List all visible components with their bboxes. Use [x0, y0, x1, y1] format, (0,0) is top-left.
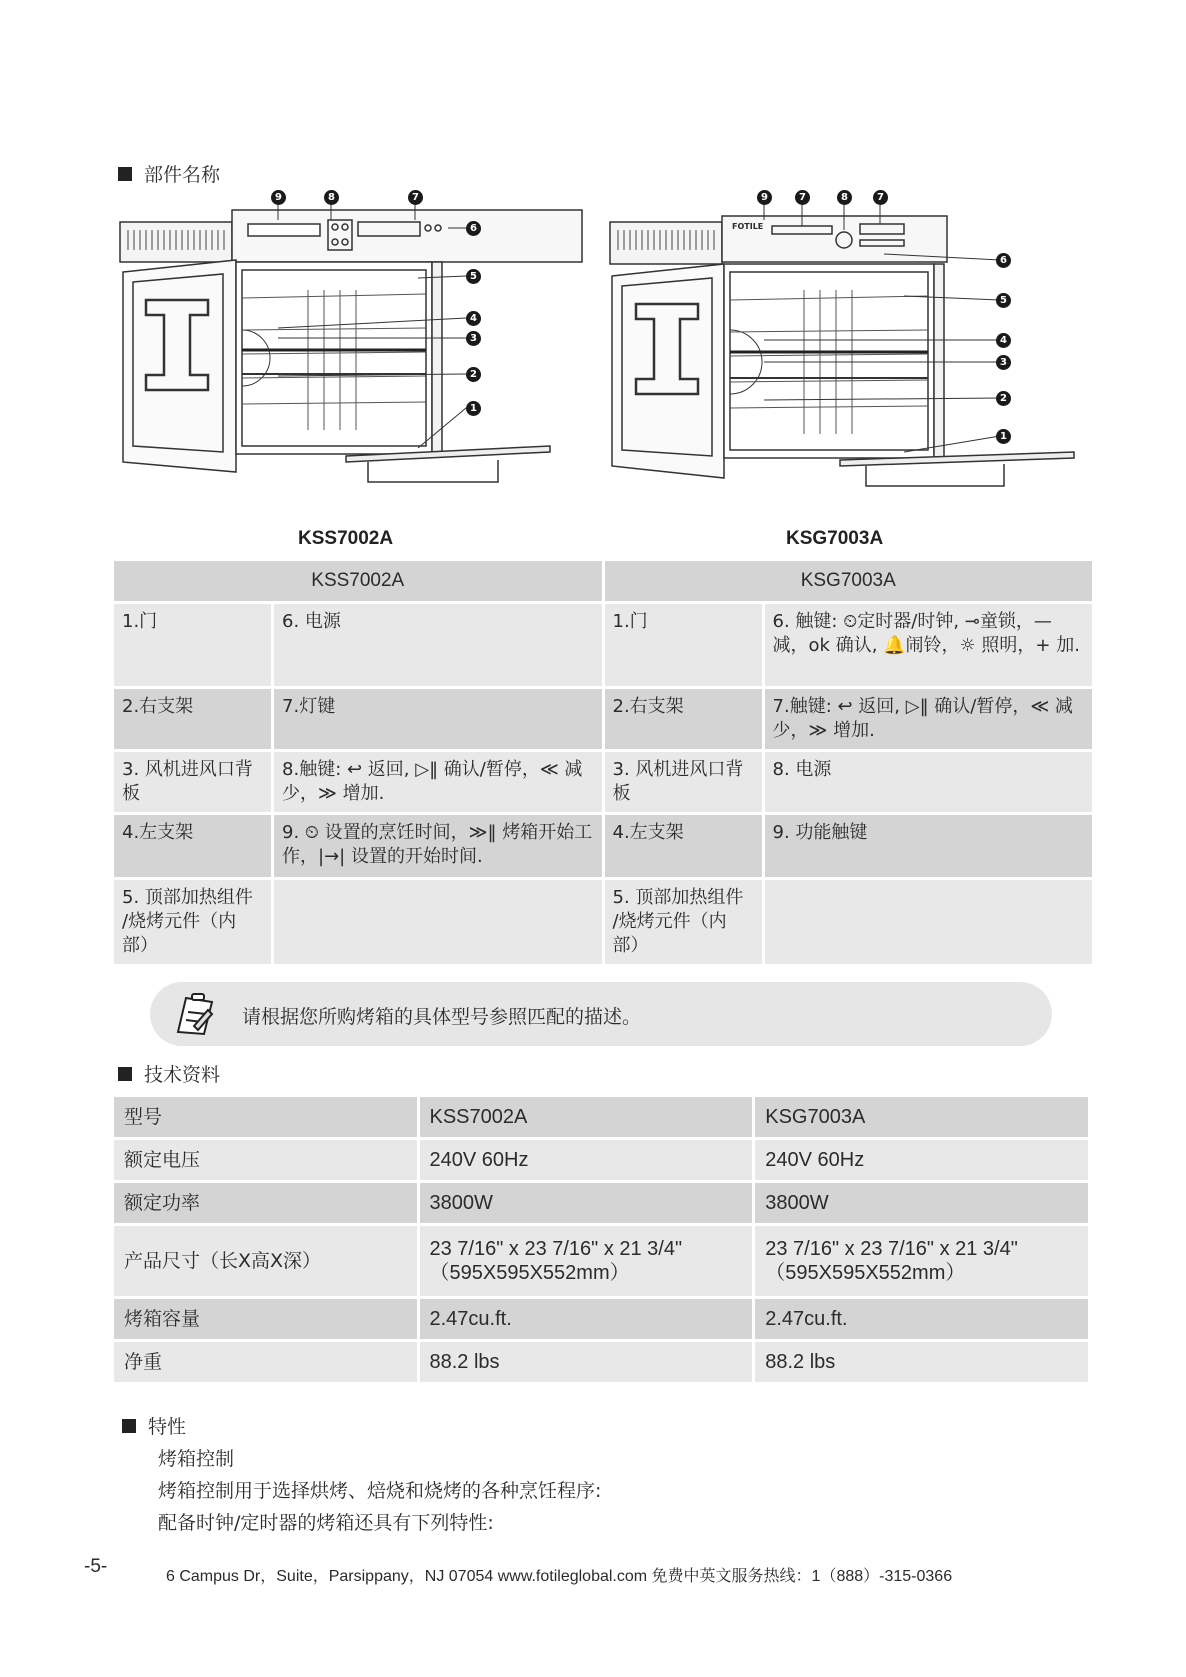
callout-1: 1 — [466, 401, 481, 416]
spec-dimension-in: 23 7/16" x 23 7/16" x 21 3/4" — [429, 1238, 683, 1260]
spec-label: 额定电压 — [114, 1140, 417, 1180]
features-line-2: 配备时钟/定时器的烤箱还具有下列特性: — [158, 1512, 494, 1534]
table-cell: 8.触键: ↩ 返回, ▷‖ 确认/暂停，≪ 减少，≫ 增加. — [274, 752, 601, 812]
spec-value: 88.2 lbs — [420, 1342, 753, 1382]
callout-7: 7 — [408, 190, 423, 205]
spec-label: 额定功率 — [114, 1183, 417, 1223]
table-row — [114, 1342, 1088, 1382]
callout-6: 6 — [996, 253, 1011, 268]
table-cell: 1.门 — [114, 604, 271, 686]
table-cell: 4.左支架 — [605, 815, 762, 877]
note-banner — [150, 982, 1052, 1046]
table-cell: 9. ⏲ 设置的烹饪时间，≫‖ 烤箱开始工作，|→| 设置的开始时间. — [274, 815, 601, 877]
callout-5: 5 — [996, 293, 1011, 308]
callout-4: 4 — [996, 333, 1011, 348]
footer-address: 6 Campus Dr，Suite，Parsippany，NJ 07054 www.fotileglobal.com 免费中英文服务热线：1（888）-315-0366 — [166, 1568, 953, 1585]
spec-label: 烤箱容量 — [114, 1299, 417, 1339]
callout-2: 2 — [466, 367, 481, 382]
features-line-1: 烤箱控制用于选择烘烤、焙烧和烧烤的各种烹饪程序: — [158, 1480, 602, 1502]
spec-table — [111, 1094, 1091, 1385]
spec-value: 3800W — [755, 1183, 1088, 1223]
table-row — [114, 1097, 1088, 1137]
table-row — [114, 604, 1092, 686]
table-cell: 6. 触键: ⏲定时器/时钟, ⊸童锁，—减，ok 确认, 🔔闹铃，☼ 照明，+ 加. — [765, 604, 1092, 686]
table-row — [114, 1226, 1088, 1296]
table-row — [114, 880, 1092, 964]
spec-value — [420, 1226, 753, 1296]
callout-7b: 7 — [873, 190, 888, 205]
tech-section-title: 技术资料 — [144, 1064, 221, 1086]
table-row — [114, 815, 1092, 877]
oven-drawing-right — [604, 190, 1084, 520]
spec-value: KSS7002A — [420, 1097, 753, 1137]
brand-label: FOTILE — [732, 222, 764, 231]
oven-diagram-kss7002a — [118, 190, 598, 520]
callout-7: 7 — [795, 190, 810, 205]
spec-value: 3800W — [420, 1183, 753, 1223]
table-cell: 7.触键: ↩ 返回, ▷‖ 确认/暂停，≪ 减少，≫ 增加. — [765, 689, 1092, 749]
spec-value: 240V 60Hz — [420, 1140, 753, 1180]
table-cell: 2.右支架 — [605, 689, 762, 749]
oven-diagram-ksg7003a — [604, 190, 1084, 520]
table-cell: 7.灯键 — [274, 689, 601, 749]
spec-label: 净重 — [114, 1342, 417, 1382]
model-caption-left: KSS7002A — [298, 528, 394, 549]
clipboard-pencil-icon — [172, 992, 220, 1036]
features-subtitle: 烤箱控制 — [158, 1448, 235, 1470]
spec-value: 88.2 lbs — [755, 1342, 1088, 1382]
features-section-title: 特性 — [148, 1416, 187, 1438]
callout-3: 3 — [466, 331, 481, 346]
parts-table — [111, 558, 1095, 967]
model-caption-right: KSG7003A — [786, 528, 884, 549]
table-row — [114, 752, 1092, 812]
table-row — [114, 689, 1092, 749]
table-cell: 6. 电源 — [274, 604, 601, 686]
tech-section-heading — [118, 1060, 220, 1087]
spec-dimension-in: 23 7/16" x 23 7/16" x 21 3/4" — [765, 1238, 1018, 1260]
table-cell: 8. 电源 — [765, 752, 1092, 812]
callout-6: 6 — [466, 221, 481, 236]
table-cell: 5. 顶部加热组件 /烧烤元件（内部） — [605, 880, 762, 964]
spec-value: 240V 60Hz — [755, 1140, 1088, 1180]
table-cell: 1.门 — [605, 604, 762, 686]
table-row — [114, 1183, 1088, 1223]
page-number: -5- — [84, 1556, 108, 1577]
callout-1: 1 — [996, 429, 1011, 444]
callout-8: 8 — [324, 190, 339, 205]
table-row — [114, 1140, 1088, 1180]
callout-5: 5 — [466, 269, 481, 284]
note-text: 请根据您所购烤箱的具体型号参照匹配的描述。 — [242, 1006, 642, 1028]
spec-value — [755, 1226, 1088, 1296]
callout-9: 9 — [757, 190, 772, 205]
callout-3: 3 — [996, 355, 1011, 370]
table-row — [114, 1299, 1088, 1339]
spec-label: 产品尺寸（长X高X深） — [114, 1226, 417, 1296]
spec-dimension-mm: （595X595X552mm） — [429, 1262, 630, 1284]
table-cell: 5. 顶部加热组件 /烧烤元件（内部） — [114, 880, 271, 964]
table-cell: 4.左支架 — [114, 815, 271, 877]
spec-value: 2.47cu.ft. — [755, 1299, 1088, 1339]
table-cell — [274, 880, 601, 964]
table-cell — [765, 880, 1092, 964]
parts-section-title: 部件名称 — [144, 164, 221, 186]
bullet-square-icon — [118, 167, 132, 181]
callout-9: 9 — [271, 190, 286, 205]
parts-section-heading — [118, 160, 220, 187]
oven-drawing-left — [118, 190, 598, 520]
parts-header-left: KSS7002A — [114, 561, 602, 601]
table-cell: 3. 风机进风口背板 — [605, 752, 762, 812]
table-cell: 3. 风机进风口背板 — [114, 752, 271, 812]
table-cell: 9. 功能触键 — [765, 815, 1092, 877]
spec-value: 2.47cu.ft. — [420, 1299, 753, 1339]
callout-4: 4 — [466, 311, 481, 326]
spec-label: 型号 — [114, 1097, 417, 1137]
parts-header-right: KSG7003A — [605, 561, 1093, 601]
spec-dimension-mm: （595X595X552mm） — [765, 1262, 966, 1284]
spec-value: KSG7003A — [755, 1097, 1088, 1137]
table-cell: 2.右支架 — [114, 689, 271, 749]
bullet-square-icon — [118, 1067, 132, 1081]
callout-2: 2 — [996, 391, 1011, 406]
bullet-square-icon — [122, 1419, 136, 1433]
features-section-heading — [122, 1412, 186, 1439]
callout-8: 8 — [837, 190, 852, 205]
